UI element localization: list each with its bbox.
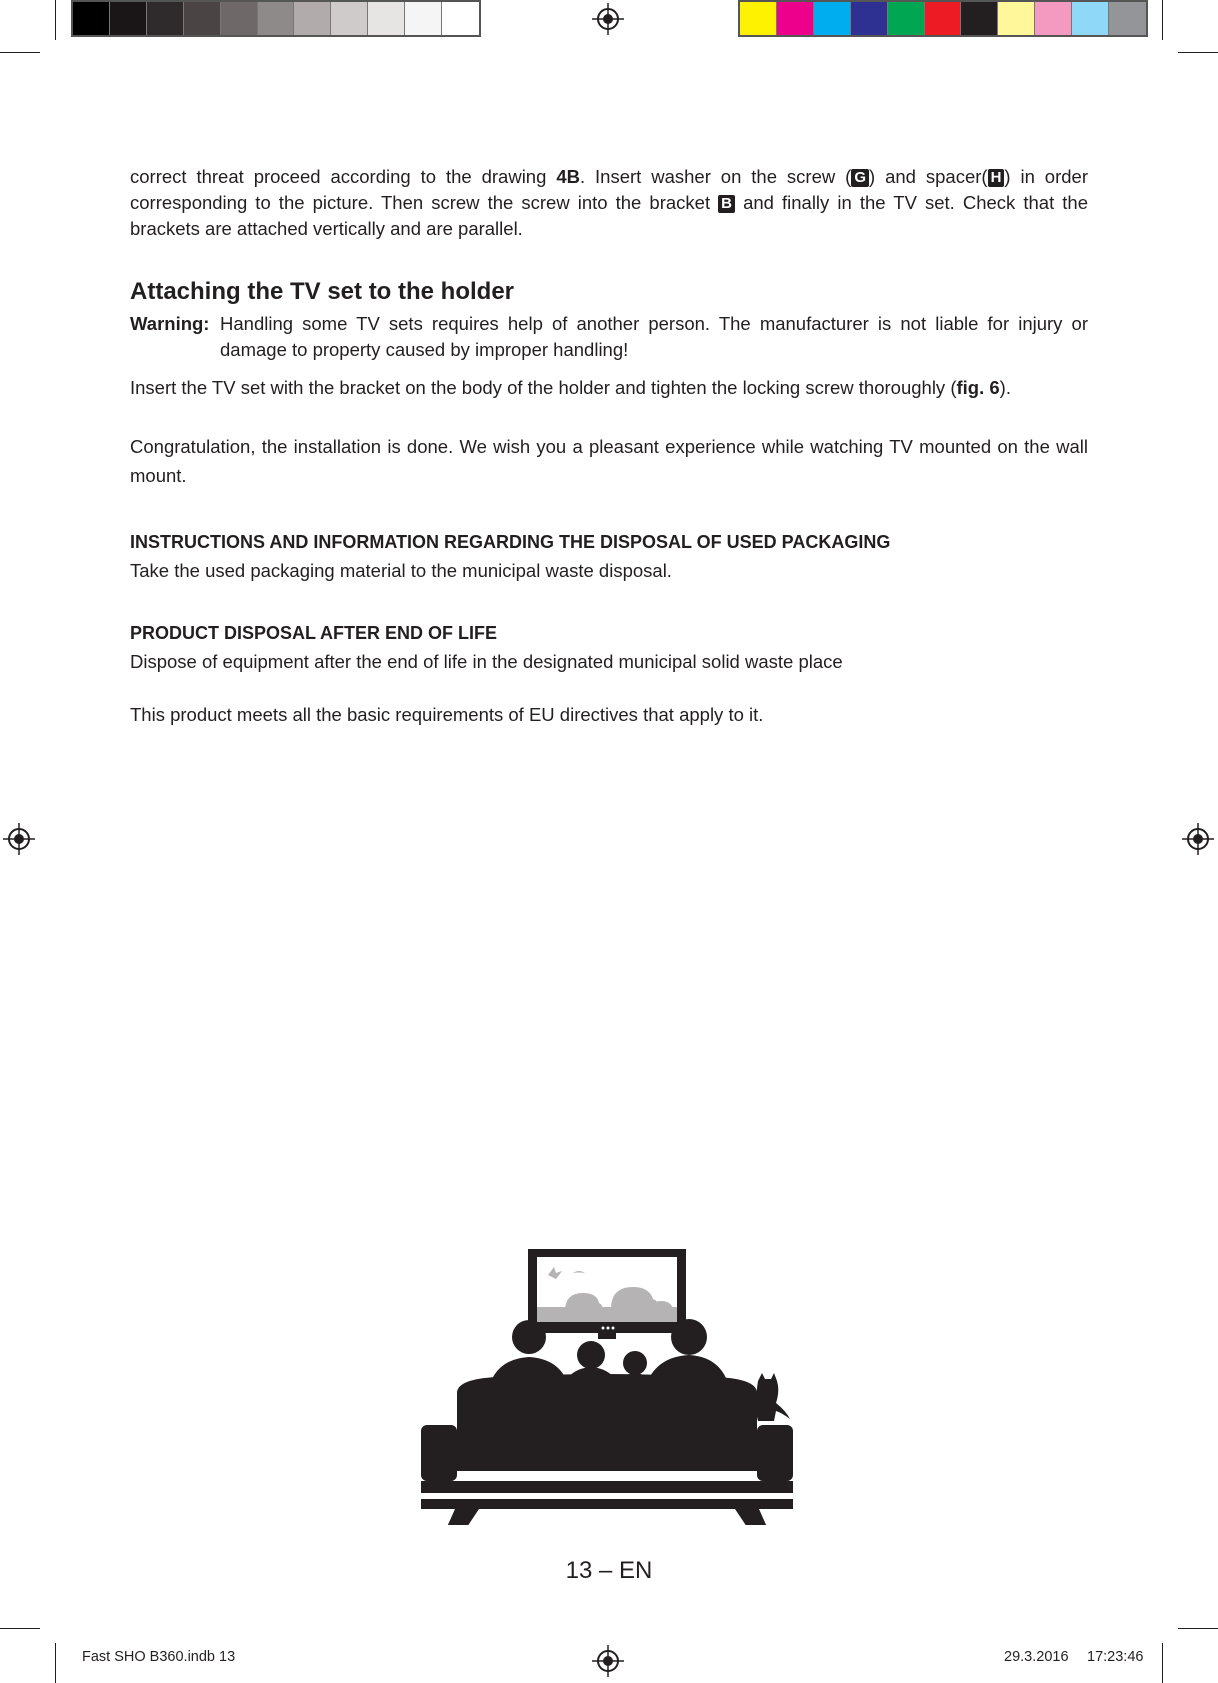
color-swatch [368,2,405,35]
family-watching-tv-illustration [415,1245,800,1525]
figure-ref-4b: 4B [556,166,580,187]
crop-mark [1162,1643,1163,1683]
attaching-heading: Attaching the TV set to the holder [130,278,515,305]
color-swatch [73,2,110,35]
registration-mark-icon [592,1645,624,1677]
grayscale-color-bar [71,0,481,37]
crop-mark [0,52,40,53]
color-swatch [814,2,851,35]
color-swatch [925,2,962,35]
warning-text: Handling some TV sets requires help of another person. The manufacturer is not liable for injury or damage to property caused by improper handling! [220,313,1088,360]
color-swatch [1035,2,1072,35]
eu-compliance-text: This product meets all the basic requirements of EU directives that apply to it. [130,704,764,725]
cat-silhouette [756,1373,790,1421]
slug-time: 17:23:46 [1087,1649,1144,1665]
slug-filename: Fast SHO B360.indb 13 [82,1649,236,1665]
warning-label: Warning: [130,313,210,334]
process-color-bar [738,0,1148,37]
color-swatch [405,2,442,35]
color-swatch [1109,2,1146,35]
insert-paragraph: Insert the TV set with the bracket on the body of the holder and tighten the locking screw thoroughly (fig. 6). [130,377,1011,398]
registration-mark-icon [3,823,35,855]
figure-ref-fig6: fig. 6 [956,377,1000,398]
warning-block [130,311,1088,363]
color-swatch [961,2,998,35]
crop-mark [55,0,56,40]
part-label-h: H [988,169,1005,187]
crop-mark [1178,52,1218,53]
packaging-text: Take the used packaging material to the municipal waste disposal. [130,560,672,581]
crop-mark [1178,1628,1218,1629]
part-label-g: G [851,169,869,187]
color-swatch [221,2,258,35]
slug-date: 29.3.2016 [1004,1649,1069,1665]
disposal-heading: PRODUCT DISPOSAL AFTER END OF LIFE [130,623,498,643]
color-swatch [1072,2,1109,35]
color-swatch [851,2,888,35]
color-swatch [442,2,479,35]
crop-mark [0,1628,40,1629]
crop-mark [55,1643,56,1683]
color-swatch [147,2,184,35]
color-swatch [998,2,1035,35]
section-attaching [130,278,1088,306]
registration-mark-icon [592,3,624,35]
intro-paragraph: correct threat proceed according to the drawing 4B. Insert washer on the screw ( G ) and spacer( H ) in order corresponding to the picture. Then screw the screw into the bracket B and finally in the TV set. Check that the brackets are attached vertically and are parallel. [130,166,1088,239]
registration-mark-icon [1182,823,1214,855]
color-swatch [294,2,331,35]
part-label-b: B [718,195,735,213]
packaging-heading: INSTRUCTIONS AND INFORMATION REGARDING THE DISPOSAL OF USED PACKAGING [130,532,891,552]
color-swatch [888,2,925,35]
color-swatch [777,2,814,35]
color-swatch [184,2,221,35]
color-swatch [740,2,777,35]
color-swatch [110,2,147,35]
color-swatch [331,2,368,35]
disposal-text: Dispose of equipment after the end of life in the designated municipal solid waste place [130,651,843,672]
page-number: 13 – EN [565,1557,653,1584]
sofa-silhouette [421,1374,793,1525]
crop-mark [1162,0,1163,40]
color-swatch [258,2,295,35]
congratulation-paragraph: Congratulation, the installation is done. We wish you a pleasant experience while watching TV mounted on the wall mount. [130,436,1088,486]
